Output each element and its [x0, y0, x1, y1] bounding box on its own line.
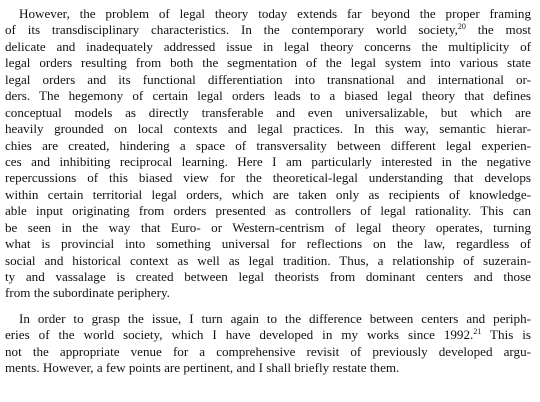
text-line: repercussions of this biased view for the theoretical-legal understanding that develops — [5, 170, 531, 186]
text-line: delicate and inadequately addressed issue in legal theory concerns the multiplicity of — [5, 38, 531, 54]
text-line: able input originating from orders presented as controllers of legal rationality. This can — [5, 203, 531, 219]
text-line — [5, 22, 531, 38]
text-line: within certain territorial legal orders, which are taken only as recipients of knowledge- — [5, 186, 531, 202]
text-line: from the subordinate periphery. — [5, 285, 170, 301]
text-line: legal orders and its functional differentiation into transnational and international or- — [5, 71, 531, 87]
text-line: ces and inhibiting reciprocal learning. Here I am particularly interested in the negative — [5, 153, 531, 169]
text-line: ments. However, a few points are pertinent, and I shall briefly restate them. — [5, 360, 400, 376]
text-line: what is provincial into something universal for reflections on the law, regardless of — [5, 236, 531, 252]
text-segment: the most — [465, 22, 531, 38]
text-segment: of its transdisciplinary characteristics. In the contemporary world society, — [5, 22, 458, 38]
text-line: social and historical context as well as legal tradition. Thus, a relationship of suzerain- — [5, 252, 531, 268]
text-line: However, the problem of legal theory today extends far beyond the proper framing — [19, 6, 531, 21]
footnote-marker: 21 — [473, 327, 482, 337]
text-segment: eries of the world society, which I have developed in my works since 1992. — [5, 327, 474, 343]
text-line: ders. The hegemony of certain legal orders leads to a biased legal theory that defines — [5, 88, 531, 104]
text-line: be seen in the way that Euro- or Western-centrism of legal theory operates, turning — [5, 219, 531, 235]
footnote-marker: 20 — [457, 22, 466, 32]
text-line: not the appropriate venue for a comprehensive revisit of previously developed argu- — [5, 343, 531, 359]
text-line: heavily grounded on local contexts and legal practices. In this way, semantic hierar- — [5, 121, 531, 137]
text-line: legal orders resulting from both the segmentation of the legal system into various state — [5, 55, 531, 71]
paragraph-2 — [5, 311, 531, 377]
text-line: In order to grasp the issue, I turn again to the difference between centers and periph- — [19, 310, 531, 326]
text-line — [5, 327, 531, 343]
text-segment: This is — [481, 327, 532, 343]
text-line: chies are created, hindering a space of transversality between different legal experien- — [5, 137, 531, 153]
text-line: ty and vassalage is created between legal theorists from dominant centers and those — [5, 269, 531, 284]
paragraph-1 — [5, 6, 531, 302]
document-page — [5, 6, 531, 377]
text-line: conceptual models as directly transferable and even universalizable, but which are — [5, 104, 531, 120]
